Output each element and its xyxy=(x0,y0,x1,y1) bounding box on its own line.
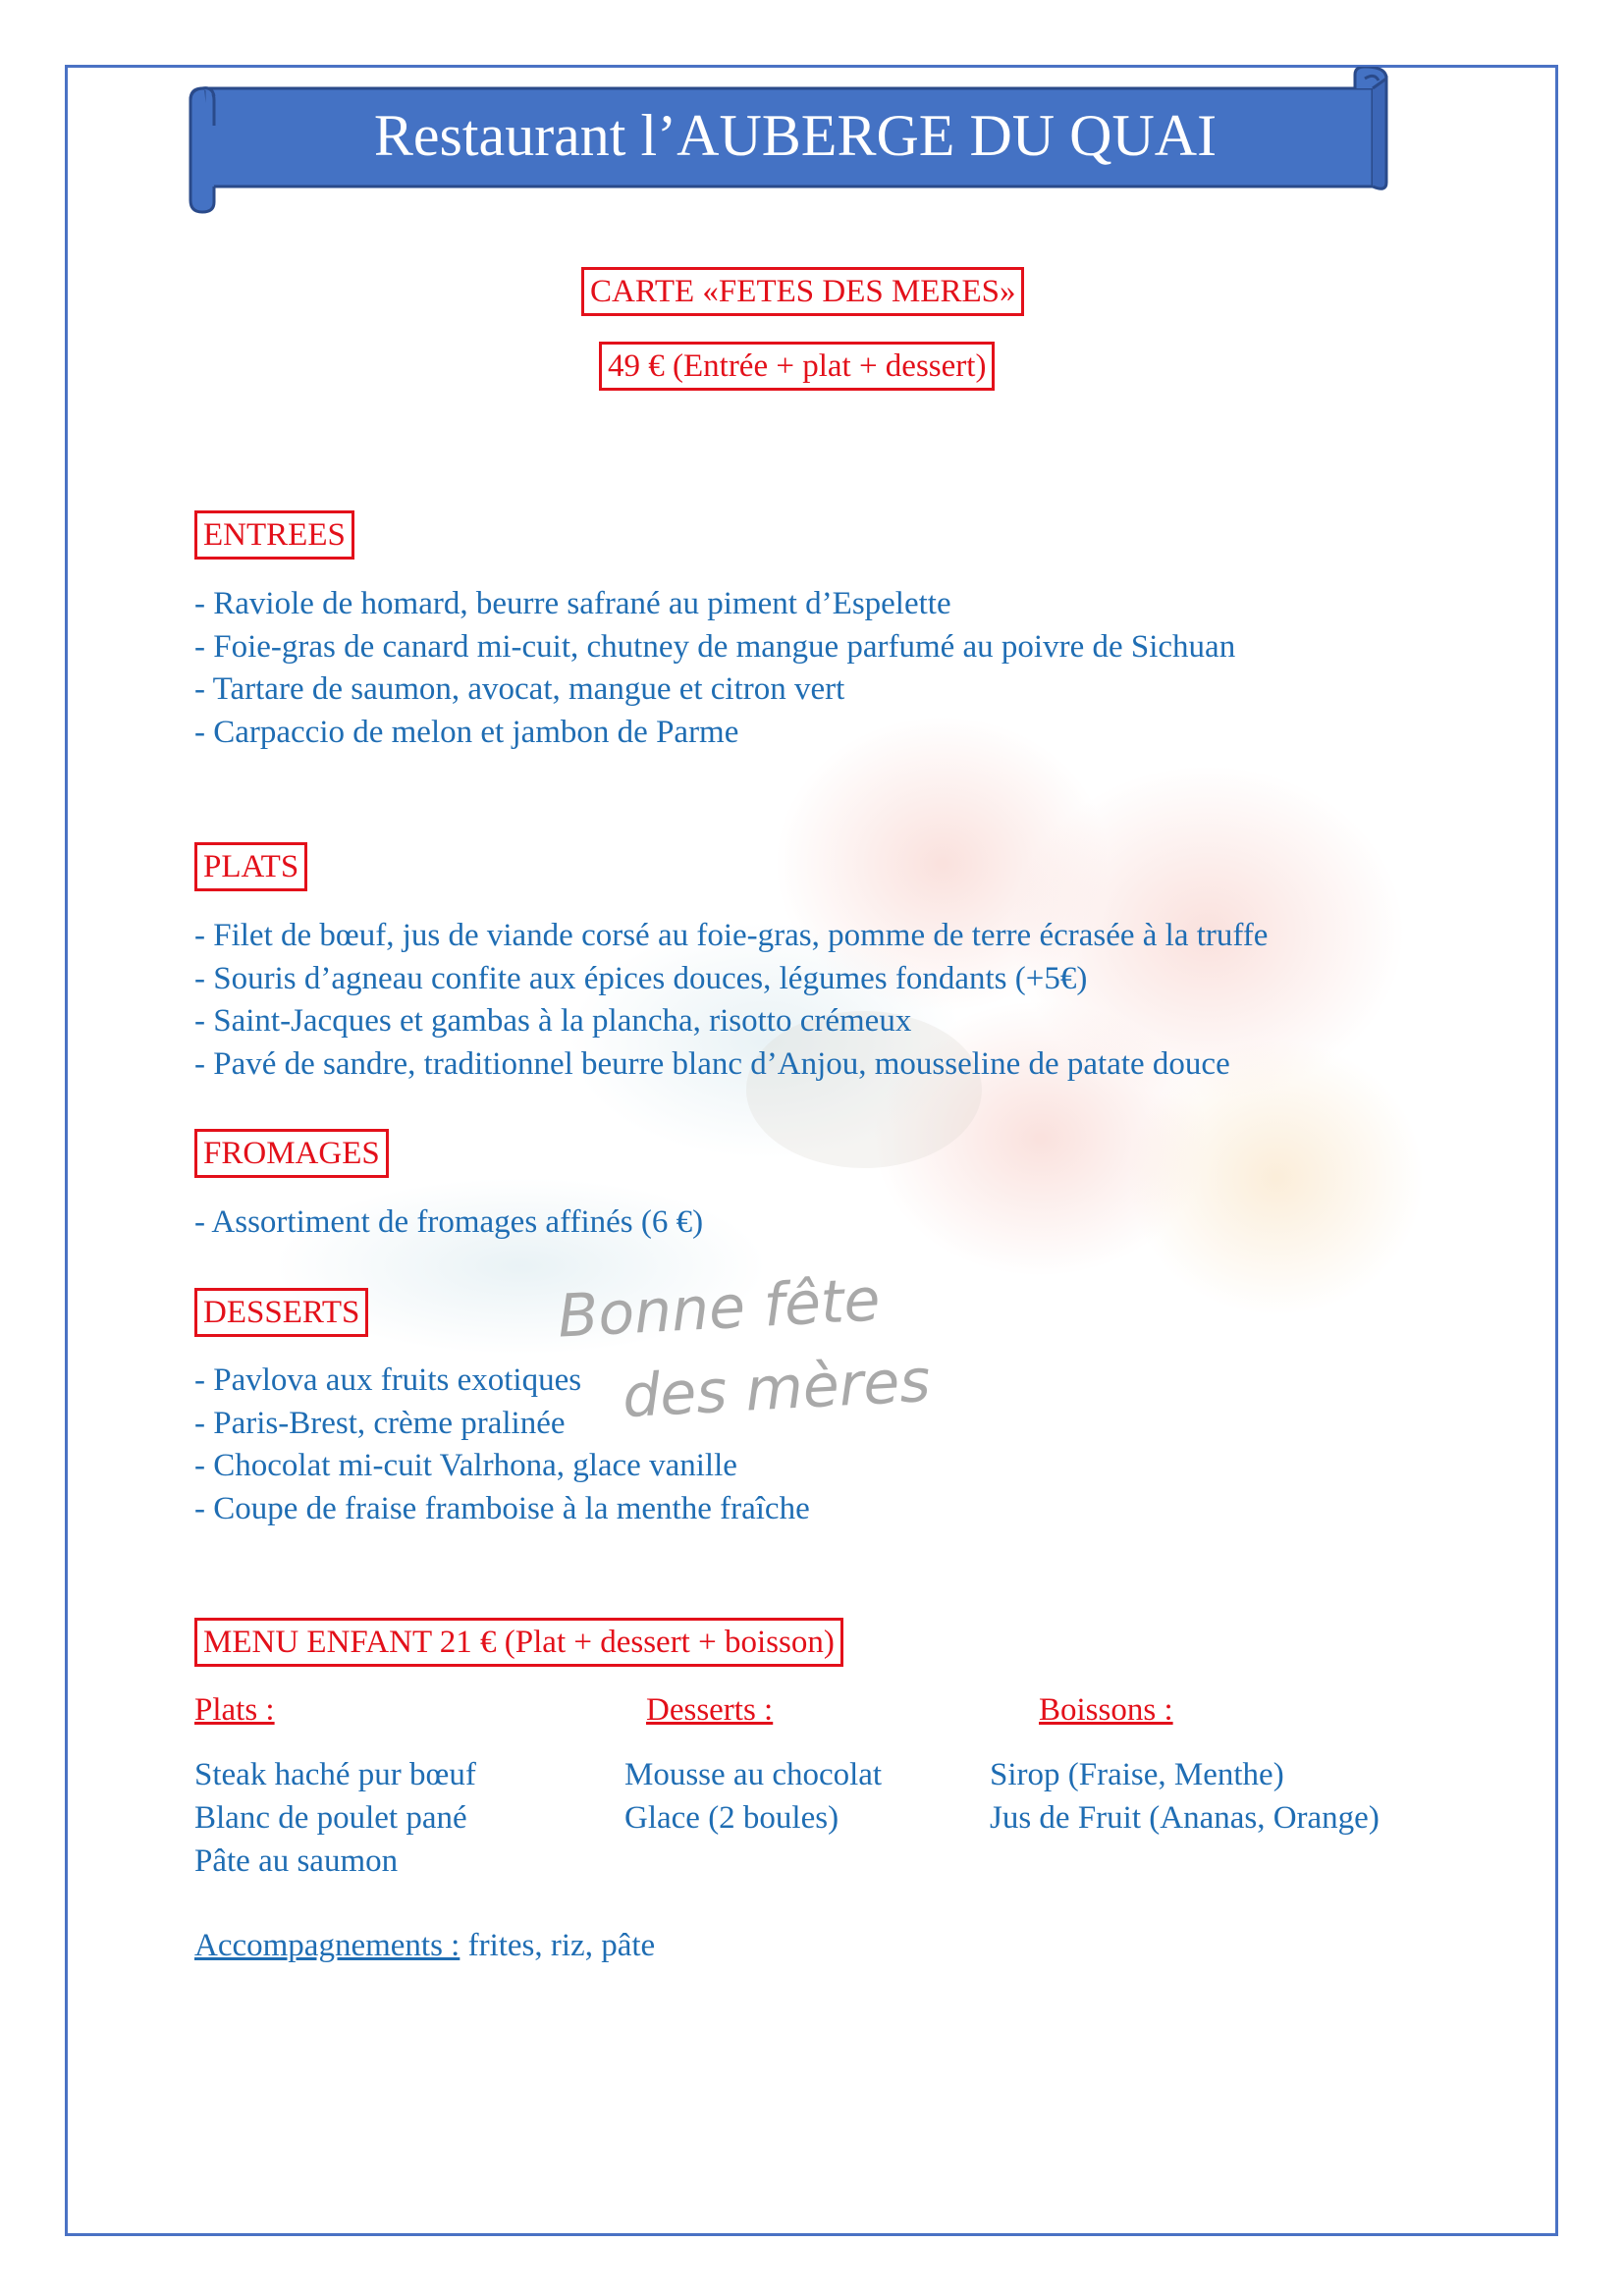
enfant-plats-heading: Plats : xyxy=(194,1692,275,1728)
plats-list xyxy=(194,915,1268,1086)
watermark-line-2: des mères xyxy=(621,1346,933,1432)
fromages-list xyxy=(194,1201,703,1245)
enfant-boissons-heading: Boissons : xyxy=(1039,1692,1173,1728)
list-item: - Coupe de fraise framboise à la menthe fraîche xyxy=(194,1490,810,1526)
section-title-entrees: ENTREES xyxy=(194,510,354,560)
list-item: - Souris d’agneau confite aux épices douces, légumes fondants (+5€) xyxy=(194,960,1088,996)
list-item: Steak haché pur bœuf xyxy=(194,1757,476,1792)
list-item: - Paris-Brest, crème pralinée xyxy=(194,1405,566,1441)
list-item: Jus de Fruit (Ananas, Orange) xyxy=(990,1800,1380,1836)
watermark-line-1: Bonne fête xyxy=(556,1265,882,1352)
menu-price: 49 € (Entrée + plat + dessert) xyxy=(599,342,995,391)
list-item: - Saint-Jacques et gambas à la plancha, risotto crémeux xyxy=(194,1003,912,1039)
list-item: - Chocolat mi-cuit Valrhona, glace vanille xyxy=(194,1448,737,1483)
list-item: - Raviole de homard, beurre safrané au piment d’Espelette xyxy=(194,586,951,621)
list-item: - Foie-gras de canard mi-cuit, chutney de mangue parfumé au poivre de Sichuan xyxy=(194,628,1236,665)
entrees-list xyxy=(194,583,1235,754)
list-item: Blanc de poulet pané xyxy=(194,1800,467,1836)
title-banner xyxy=(187,67,1404,214)
section-title-fromages: FROMAGES xyxy=(194,1129,389,1178)
desserts-list xyxy=(194,1360,810,1530)
accompagnements-value: frites, riz, pâte xyxy=(460,1928,656,1963)
restaurant-name: Restaurant l’AUBERGE DU QUAI xyxy=(373,103,1218,168)
list-item: - Tartare de saumon, avocat, mangue et citron vert xyxy=(194,671,845,707)
list-item: Sirop (Fraise, Menthe) xyxy=(990,1757,1284,1792)
enfant-desserts-heading: Desserts : xyxy=(646,1692,774,1728)
list-item: - Pavlova aux fruits exotiques xyxy=(194,1362,582,1398)
list-item: Glace (2 boules) xyxy=(624,1800,839,1836)
list-item: - Pavé de sandre, traditionnel beurre blanc d’Anjou, mousseline de patate douce xyxy=(194,1045,1230,1082)
list-item: - Carpaccio de melon et jambon de Parme xyxy=(194,714,739,750)
menu-title: CARTE «FETES DES MERES» xyxy=(581,267,1024,316)
list-item: - Assortiment de fromages affinés (6 €) xyxy=(194,1204,704,1240)
list-item: Pâte au saumon xyxy=(194,1843,399,1879)
enfant-plats-list xyxy=(194,1753,476,1883)
enfant-boissons-list xyxy=(990,1753,1380,1840)
accompagnements xyxy=(194,1926,655,1965)
section-title-menu-enfant: MENU ENFANT 21 € (Plat + dessert + boisson) xyxy=(194,1618,843,1667)
list-item: Mousse au chocolat xyxy=(624,1757,883,1792)
list-item: - Filet de bœuf, jus de viande corsé au foie-gras, pomme de terre écrasée à la truffe xyxy=(194,918,1269,953)
section-title-plats: PLATS xyxy=(194,842,307,891)
section-title-desserts: DESSERTS xyxy=(194,1288,368,1337)
enfant-desserts-list xyxy=(624,1753,882,1840)
accompagnements-label: Accompagnements : xyxy=(194,1928,460,1963)
